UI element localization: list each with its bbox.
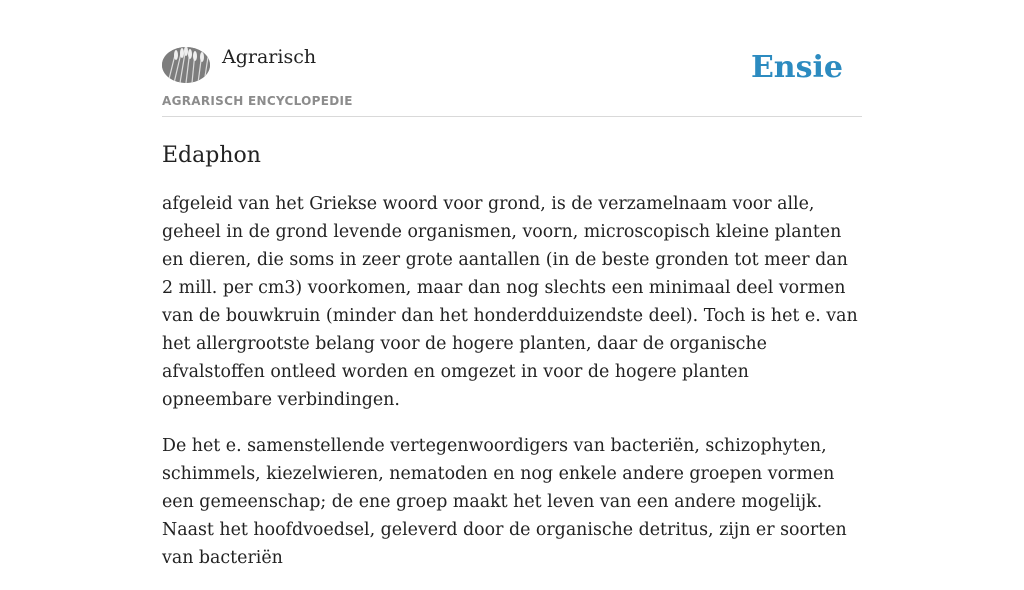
article-title: Edaphon	[162, 143, 261, 168]
page	[162, 0, 862, 590]
article-paragraph: afgeleid van het Griekse woord voor grond, is de verzamelnaam voor alle, geheel in de grond levende organismen, voorn, microscopisch kleine planten en dieren, die soms in zeer grote aantallen (in de beste gronden tot meer dan 2 mill. per cm3) voorkomen, maar dan nog slechts een minimaal deel vormen van de bouwkruin (minder dan het honderdduizendste deel). Toch is het e. van het allergrootste belang voor de hogere planten, daar de organische afvalstoffen ontleed worden en omgezet in voor de hogere planten opneembare verbindingen.	[162, 194, 858, 410]
header	[162, 0, 862, 117]
source-avatar[interactable]	[162, 47, 210, 83]
source-name-link[interactable]: Agrarisch	[222, 46, 317, 68]
ensie-logo-link[interactable]: Ensie	[750, 50, 843, 85]
source-subtitle: AGRARISCH ENCYCLOPEDIE	[162, 94, 353, 108]
article-body	[162, 190, 862, 572]
article-paragraph: De het e. samenstellende vertegenwoordigers van bacteriën, schizophyten, schimmels, kiezelwieren, nematoden en nog enkele andere groepen vormen een gemeenschap; de ene groep maakt het leven van een andere mogelijk. Naast het hoofdvoedsel, geleverd door de organische detritus, zijn er soorten van bacteriën	[162, 436, 847, 568]
wheat-image-icon	[162, 47, 210, 83]
